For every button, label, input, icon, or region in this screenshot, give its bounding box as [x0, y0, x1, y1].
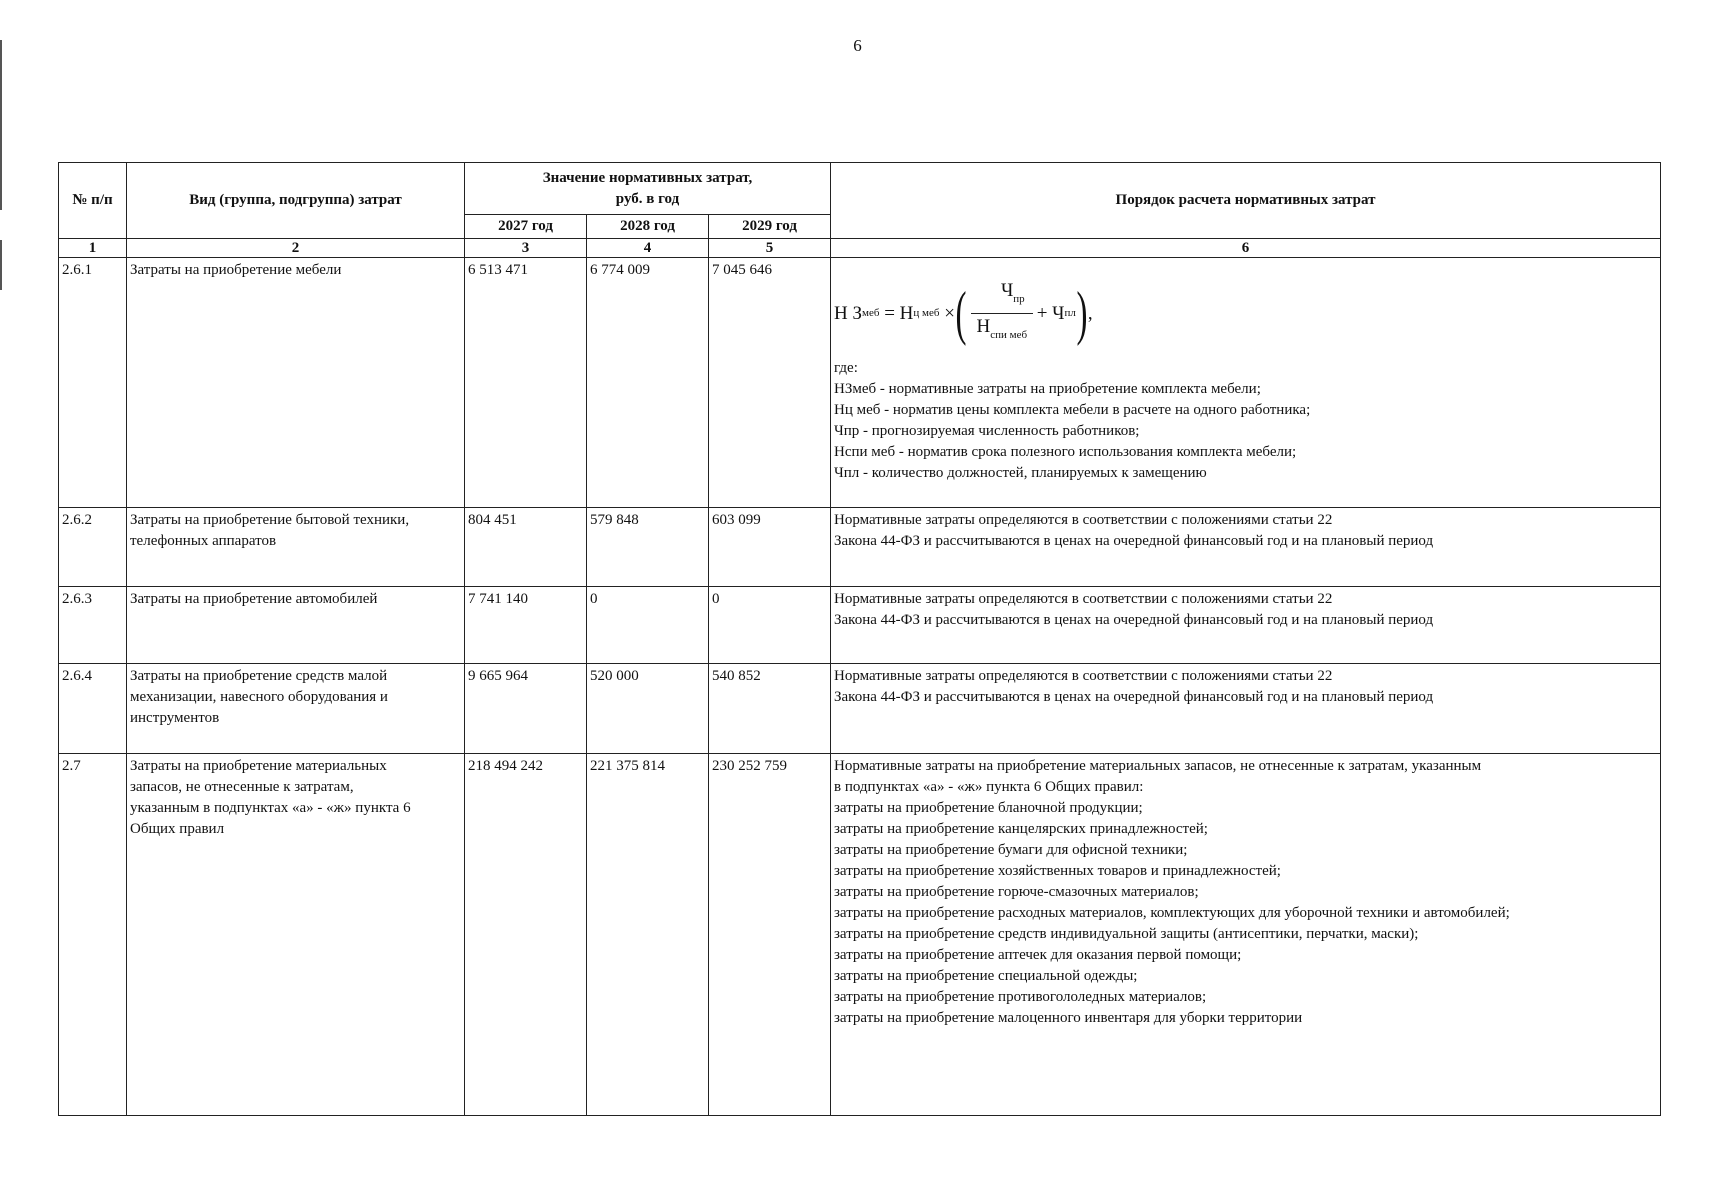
formula-tail: , [1087, 302, 1093, 324]
calc-line: затраты на приобретение хозяйственных товаров и принадлежностей; [834, 863, 1281, 879]
header-values-line: руб. в год [615, 190, 680, 207]
value-2028: 579 848 [587, 508, 709, 587]
formula-denom: Н [976, 316, 991, 337]
calc-line: затраты на приобретение средств индивидуальной защиты (антисептики, перчатки, маски); [834, 926, 1419, 942]
formula-factor: Н [899, 302, 914, 324]
calc-order [831, 587, 1661, 664]
scan-edge-mark [0, 240, 2, 290]
table-row [59, 508, 1661, 587]
formula-paren-close: ) [1076, 280, 1088, 346]
value-2028: 520 000 [587, 664, 709, 754]
row-type [127, 664, 465, 754]
header-type: Вид (группа, подгруппа) затрат [127, 163, 465, 239]
formula-add: Ч [1052, 302, 1065, 324]
column-number: 6 [831, 239, 1661, 258]
calc-line: затраты на приобретение горюче-смазочных материалов; [834, 884, 1199, 900]
row-num: 2.7 [59, 754, 127, 1116]
row-type-line: Затраты на приобретение материальных [130, 758, 387, 774]
calc-line: затраты на приобретение малоценного инвентаря для уборки территории [834, 1010, 1303, 1026]
formula-factor-sub: ц меб [913, 306, 940, 319]
value-2028: 6 774 009 [587, 258, 709, 508]
formula-numerator [971, 280, 1033, 314]
calc-line: Нормативные затраты определяются в соответствии с положениями статьи 22 [834, 668, 1333, 684]
row-type [127, 587, 465, 664]
header-year-2028: 2028 год [587, 215, 709, 239]
header-year-2029: 2029 год [709, 215, 831, 239]
value-2028: 0 [587, 587, 709, 664]
row-type-line: указанным в подпунктах «а» - «ж» пункта 6 [130, 800, 411, 816]
calc-line: затраты на приобретение бумаги для офисной техники; [834, 842, 1188, 858]
calc-line: где: [834, 360, 858, 376]
table-row [59, 664, 1661, 754]
row-type-line: телефонных аппаратов [130, 533, 277, 549]
formula-denom-sub: спи меб [990, 329, 1028, 341]
value-2029: 540 852 [709, 664, 831, 754]
calc-line: затраты на приобретение бланочной продукции; [834, 800, 1143, 816]
formula-add-sub: пл [1064, 306, 1076, 319]
row-type-line: механизации, навесного оборудования и [130, 689, 388, 705]
formula-lhs-sub: меб [862, 306, 880, 319]
table-row [59, 258, 1661, 508]
formula-times: × [944, 302, 955, 324]
scan-edge-mark [0, 40, 2, 210]
row-num: 2.6.1 [59, 258, 127, 508]
value-2027: 218 494 242 [465, 754, 587, 1116]
calc-line: затраты на приобретение расходных материалов, комплектующих для уборочной техники и автомобилей; [834, 905, 1510, 921]
furniture-formula [834, 280, 1657, 346]
header-year-2027: 2027 год [465, 215, 587, 239]
calc-line: Нормативные затраты на приобретение материальных запасов, не отнесенные к затратам, указанным [834, 758, 1482, 774]
calc-order [831, 664, 1661, 754]
header-num: № п/п [59, 163, 127, 239]
row-type-line: Затраты на приобретение автомобилей [130, 591, 378, 607]
row-num: 2.6.2 [59, 508, 127, 587]
header-order: Порядок расчета нормативных затрат [831, 163, 1661, 239]
row-type-line: запасов, не отнесенные к затратам, [130, 779, 354, 795]
page-number: 6 [853, 36, 862, 55]
calc-line: Нц меб - норматив цены комплекта мебели в расчете на одного работника; [834, 402, 1311, 418]
row-type-line: Затраты на приобретение бытовой техники, [130, 512, 410, 528]
value-2027: 6 513 471 [465, 258, 587, 508]
table-row [59, 754, 1661, 1116]
value-2029: 0 [709, 587, 831, 664]
row-type [127, 508, 465, 587]
column-number: 1 [59, 239, 127, 258]
table-row [59, 587, 1661, 664]
calc-line: затраты на приобретение противогололедных материалов; [834, 989, 1207, 1005]
column-number: 2 [127, 239, 465, 258]
calc-line: НЗмеб - нормативные затраты на приобретение комплекта мебели; [834, 381, 1261, 397]
column-number: 3 [465, 239, 587, 258]
formula-paren-open: ( [955, 280, 967, 346]
row-type-line: Общих правил [130, 821, 225, 837]
norms-table-wrapper [58, 162, 1660, 1116]
value-2027: 7 741 140 [465, 587, 587, 664]
calc-line: Нормативные затраты определяются в соответствии с положениями статьи 22 [834, 512, 1333, 528]
calc-line: Закона 44-ФЗ и рассчитываются в ценах на очередной финансовый год и на плановый период [834, 612, 1434, 628]
calc-line: Чпр - прогнозируемая численность работников; [834, 423, 1140, 439]
calc-line: в подпунктах «а» - «ж» пункта 6 Общих правил: [834, 779, 1144, 795]
row-num: 2.6.4 [59, 664, 127, 754]
calc-line: затраты на приобретение специальной одежды; [834, 968, 1138, 984]
formula-plus: + [1036, 302, 1048, 324]
value-2028: 221 375 814 [587, 754, 709, 1116]
calc-line: Нормативные затраты определяются в соответствии с положениями статьи 22 [834, 591, 1333, 607]
formula-numer: Ч [1000, 280, 1014, 301]
calc-line: Нспи меб - норматив срока полезного использования комплекта мебели; [834, 444, 1297, 460]
value-2027: 9 665 964 [465, 664, 587, 754]
calc-line: затраты на приобретение канцелярских принадлежностей; [834, 821, 1208, 837]
header-values-line: Значение нормативных затрат, [542, 169, 753, 186]
calc-order [831, 754, 1661, 1116]
row-type [127, 754, 465, 1116]
value-2029: 603 099 [709, 508, 831, 587]
formula-lhs: Н З [834, 302, 862, 324]
row-type-line: инструментов [130, 710, 220, 726]
header-values-group [465, 163, 831, 215]
calc-line: затраты на приобретение аптечек для оказания первой помощи; [834, 947, 1242, 963]
calc-line: Чпл - количество должностей, планируемых к замещению [834, 465, 1207, 481]
value-2027: 804 451 [465, 508, 587, 587]
norms-table [58, 162, 1661, 1116]
formula-eq: = [884, 302, 895, 324]
row-num: 2.6.3 [59, 587, 127, 664]
formula-numer-sub: пр [1013, 293, 1025, 305]
calc-line: Закона 44-ФЗ и рассчитываются в ценах на очередной финансовый год и на плановый период [834, 689, 1434, 705]
calc-line: Закона 44-ФЗ и рассчитываются в ценах на очередной финансовый год и на плановый период [834, 533, 1434, 549]
formula-denominator [977, 314, 1028, 346]
calc-order [831, 508, 1661, 587]
row-type: Затраты на приобретение мебели [127, 258, 465, 508]
column-number: 4 [587, 239, 709, 258]
value-2029: 7 045 646 [709, 258, 831, 508]
column-number: 5 [709, 239, 831, 258]
row-type-line: Затраты на приобретение средств малой [130, 668, 388, 684]
calc-order [831, 258, 1661, 508]
formula-fraction [971, 280, 1033, 346]
value-2029: 230 252 759 [709, 754, 831, 1116]
